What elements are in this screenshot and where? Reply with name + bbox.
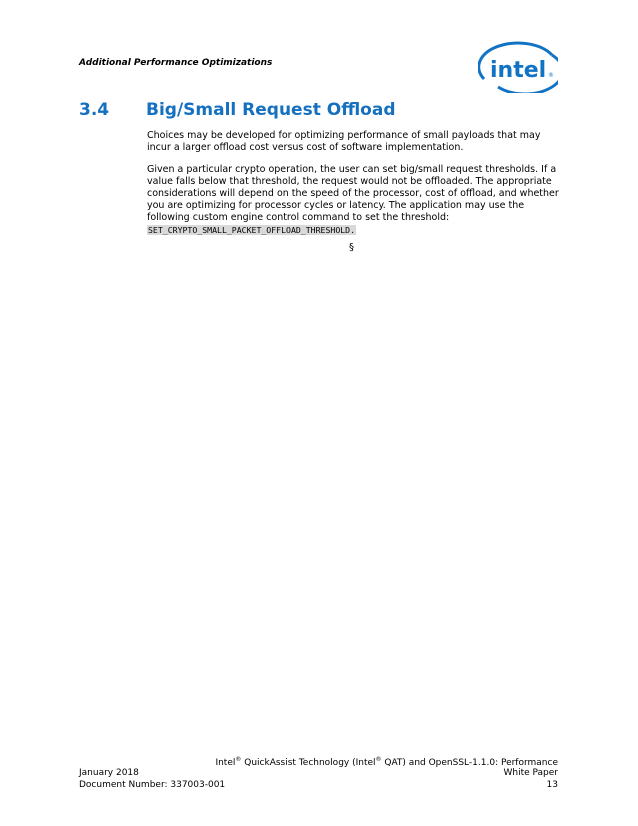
footer-reg-mark-1: ®: [235, 756, 242, 763]
paragraph-2: [147, 164, 563, 237]
footer-page-number: 13: [546, 780, 558, 790]
svg-text:intel: intel: [490, 58, 547, 83]
svg-text:®: ®: [548, 72, 554, 79]
footer-reg-mark-2: ®: [375, 756, 382, 763]
footer-doc-title-part1: Intel: [215, 758, 236, 768]
footer-doc-title-part3: QAT) and OpenSSL-1.1.0: Performance: [381, 758, 558, 768]
command-code: SET_CRYPTO_SMALL_PACKET_OFFLOAD_THRESHOLD.: [148, 225, 356, 235]
footer-row-2: [79, 780, 558, 790]
footer-row-1: [79, 768, 558, 778]
section-number: 3.4: [79, 100, 110, 120]
section-title: Big/Small Request Offload: [146, 100, 396, 120]
paragraph-1: Choices may be developed for optimizing performance of small payloads that may incur a larger offload cost versus cost of software implementation.: [147, 130, 541, 153]
footer-doc-title-part2: QuickAssist Technology (Intel: [241, 758, 376, 768]
section-end-mark: §: [349, 242, 354, 253]
footer-doc-type: White Paper: [503, 768, 558, 778]
paragraph-2-text: Given a particular crypto operation, the user can set big/small request thresholds. If a value falls below that threshold, the request would not be offloaded. The appropriate considerations will depend on the speed of the processor, cost of offload, and whether you are optimizing for processor cycles or latency. The application may use the following custom engine control command to set the threshold:: [147, 164, 559, 223]
footer-doc-title: [79, 756, 558, 768]
footer-doc-number: Document Number: 337003-001: [79, 780, 226, 790]
running-header: Additional Performance Optimizations: [79, 58, 273, 68]
footer-date: January 2018: [79, 768, 139, 778]
intel-logo: [478, 41, 558, 93]
